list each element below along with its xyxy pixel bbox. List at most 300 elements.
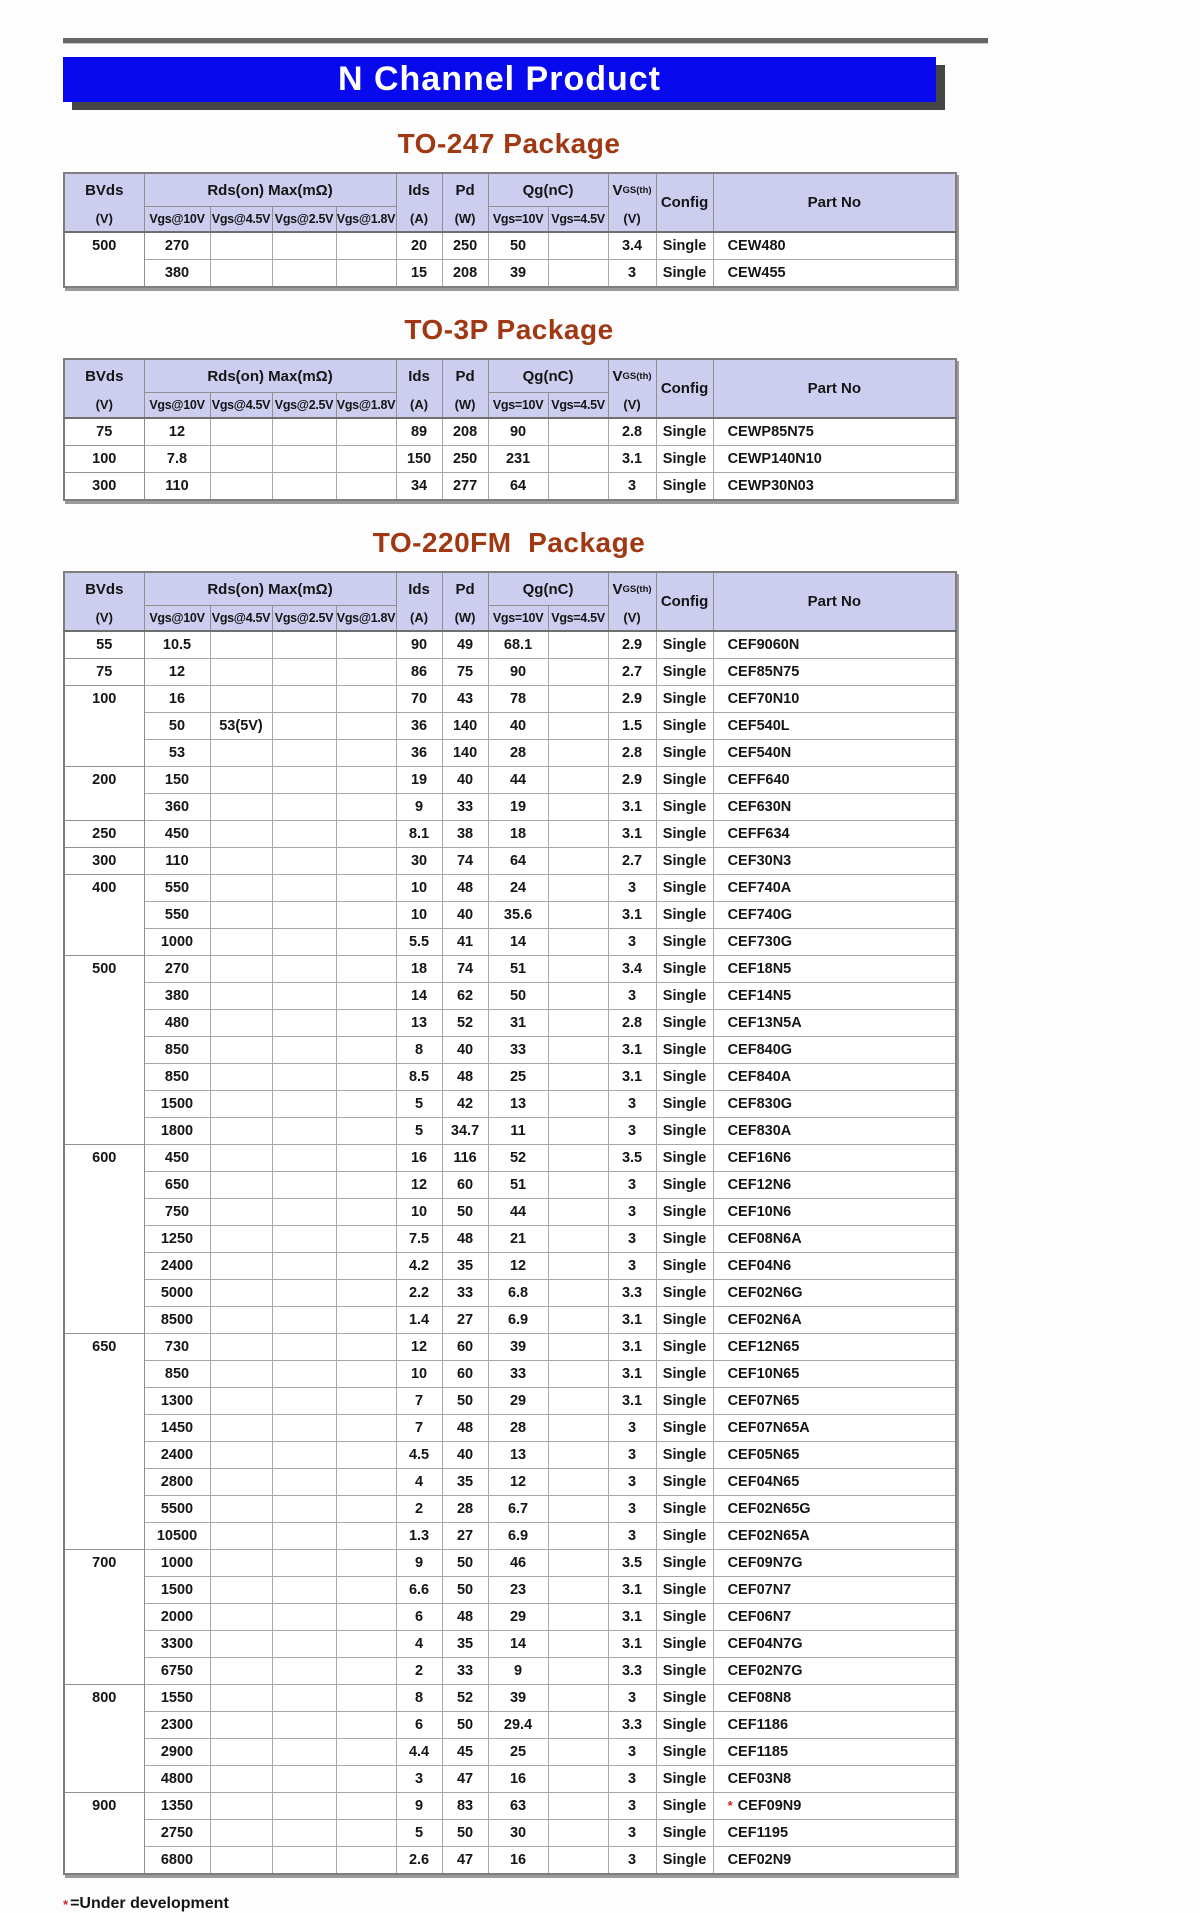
cell-qg-vgs10: 25 bbox=[488, 1064, 548, 1091]
cell-ids: 90 bbox=[396, 631, 442, 659]
cell-rds-vgs18 bbox=[336, 1523, 396, 1550]
part-number-text: CEF05N65 bbox=[727, 1447, 800, 1463]
cell-qg-vgs45 bbox=[548, 1847, 608, 1875]
cell-qg-vgs10: 29 bbox=[488, 1604, 548, 1631]
cell-rds-vgs25 bbox=[272, 1280, 336, 1307]
cell-config: Single bbox=[656, 1091, 713, 1118]
cell-ids: 2.2 bbox=[396, 1280, 442, 1307]
col-subheader-rds-1: Vgs@4.5V bbox=[210, 207, 272, 233]
cell-rds-vgs10: 1000 bbox=[144, 929, 210, 956]
cell-ids: 4.4 bbox=[396, 1739, 442, 1766]
table-container-to247 bbox=[63, 172, 1200, 288]
cell-rds-vgs25 bbox=[272, 1658, 336, 1685]
col-header-config: Config bbox=[656, 572, 713, 631]
cell-bvds: 300 bbox=[64, 473, 144, 501]
cell-qg-vgs10: 21 bbox=[488, 1226, 548, 1253]
cell-qg-vgs10: 30 bbox=[488, 1820, 548, 1847]
cell-rds-vgs10: 2300 bbox=[144, 1712, 210, 1739]
cell-part-no bbox=[713, 631, 956, 659]
cell-qg-vgs10: 40 bbox=[488, 713, 548, 740]
header-line-2: (V) bbox=[623, 211, 641, 226]
table-body bbox=[64, 631, 956, 1874]
cell-bvds: 400 bbox=[64, 875, 144, 956]
table-row bbox=[64, 473, 956, 501]
cell-rds-vgs10: 850 bbox=[144, 1361, 210, 1388]
section-to247 bbox=[63, 128, 1200, 288]
cell-part-no bbox=[713, 686, 956, 713]
cell-qg-vgs10: 11 bbox=[488, 1118, 548, 1145]
asterisk-symbol: * bbox=[63, 1896, 69, 1912]
cell-qg-vgs45 bbox=[548, 902, 608, 929]
table-row bbox=[64, 767, 956, 794]
table-row bbox=[64, 232, 956, 260]
cell-vgsth: 3 bbox=[608, 1766, 656, 1793]
section-to220fm bbox=[63, 527, 1200, 1875]
cell-qg-vgs45 bbox=[548, 1415, 608, 1442]
cell-bvds: 300 bbox=[64, 848, 144, 875]
col-subheader-rds-0: Vgs@10V bbox=[144, 207, 210, 233]
cell-qg-vgs45 bbox=[548, 232, 608, 260]
part-number-text: CEF840A bbox=[727, 1069, 792, 1085]
cell-vgsth: 2.8 bbox=[608, 418, 656, 446]
cell-rds-vgs45 bbox=[210, 956, 272, 983]
cell-qg-vgs10: 28 bbox=[488, 1415, 548, 1442]
cell-config: Single bbox=[656, 1172, 713, 1199]
cell-ids: 19 bbox=[396, 767, 442, 794]
header-line-1: BVds bbox=[85, 581, 124, 598]
part-number-text: CEF07N7 bbox=[727, 1582, 792, 1598]
cell-rds-vgs45 bbox=[210, 1469, 272, 1496]
cell-rds-vgs45 bbox=[210, 794, 272, 821]
part-number-text: CEF02N65A bbox=[727, 1528, 810, 1544]
cell-rds-vgs18 bbox=[336, 1820, 396, 1847]
cell-qg-vgs45 bbox=[548, 418, 608, 446]
part-number-text: CEF740G bbox=[727, 907, 793, 923]
cell-rds-vgs18 bbox=[336, 1766, 396, 1793]
cell-qg-vgs45 bbox=[548, 631, 608, 659]
cell-config: Single bbox=[656, 848, 713, 875]
cell-qg-vgs45 bbox=[548, 848, 608, 875]
cell-ids: 9 bbox=[396, 1793, 442, 1820]
cell-rds-vgs45 bbox=[210, 1118, 272, 1145]
part-number-text: CEF04N7G bbox=[727, 1636, 803, 1652]
cell-vgsth: 3.1 bbox=[608, 1334, 656, 1361]
cell-rds-vgs25 bbox=[272, 1469, 336, 1496]
cell-config: Single bbox=[656, 1226, 713, 1253]
cell-qg-vgs45 bbox=[548, 1820, 608, 1847]
table-header bbox=[64, 572, 956, 631]
cell-rds-vgs18 bbox=[336, 1199, 396, 1226]
header-line-2: (W) bbox=[454, 211, 476, 226]
part-number-text: CEFF634 bbox=[727, 826, 790, 842]
cell-config: Single bbox=[656, 740, 713, 767]
table-row bbox=[64, 902, 956, 929]
part-number-text: CEF10N65 bbox=[727, 1366, 800, 1382]
cell-qg-vgs10: 44 bbox=[488, 1199, 548, 1226]
cell-bvds: 900 bbox=[64, 1793, 144, 1875]
cell-vgsth: 2.9 bbox=[608, 686, 656, 713]
part-number-text: CEF730G bbox=[727, 934, 793, 950]
table-container-to3p bbox=[63, 358, 1200, 501]
cell-ids: 6 bbox=[396, 1604, 442, 1631]
cell-qg-vgs10: 14 bbox=[488, 1631, 548, 1658]
header-subscript: GS(th) bbox=[622, 371, 652, 382]
cell-qg-vgs10: 231 bbox=[488, 446, 548, 473]
cell-part-no bbox=[713, 1604, 956, 1631]
cell-rds-vgs45 bbox=[210, 1496, 272, 1523]
col-subheader-rds-1: Vgs@4.5V bbox=[210, 393, 272, 419]
cell-qg-vgs10: 33 bbox=[488, 1361, 548, 1388]
cell-qg-vgs10: 52 bbox=[488, 1145, 548, 1172]
cell-qg-vgs45 bbox=[548, 1037, 608, 1064]
header-line-2: (A) bbox=[410, 397, 429, 412]
cell-qg-vgs45 bbox=[548, 821, 608, 848]
cell-qg-vgs10: 19 bbox=[488, 794, 548, 821]
cell-qg-vgs45 bbox=[548, 767, 608, 794]
cell-config: Single bbox=[656, 767, 713, 794]
cell-bvds: 500 bbox=[64, 956, 144, 1145]
cell-rds-vgs45 bbox=[210, 1847, 272, 1875]
cell-rds-vgs10: 12 bbox=[144, 418, 210, 446]
cell-qg-vgs45 bbox=[548, 1199, 608, 1226]
col-header-ids bbox=[396, 572, 442, 631]
col-header-ids bbox=[396, 173, 442, 232]
table-row bbox=[64, 1226, 956, 1253]
cell-ids: 4 bbox=[396, 1631, 442, 1658]
cell-rds-vgs45 bbox=[210, 1793, 272, 1820]
cell-rds-vgs10: 450 bbox=[144, 1145, 210, 1172]
cell-rds-vgs10: 150 bbox=[144, 767, 210, 794]
part-number-text: CEF85N75 bbox=[727, 664, 800, 680]
cell-vgsth: 3 bbox=[608, 1496, 656, 1523]
cell-rds-vgs18 bbox=[336, 1685, 396, 1712]
table-row bbox=[64, 1847, 956, 1875]
cell-vgsth: 3 bbox=[608, 875, 656, 902]
cell-pd: 49 bbox=[442, 631, 488, 659]
table-row bbox=[64, 875, 956, 902]
cell-config: Single bbox=[656, 956, 713, 983]
cell-config: Single bbox=[656, 631, 713, 659]
cell-config: Single bbox=[656, 232, 713, 260]
cell-rds-vgs10: 480 bbox=[144, 1010, 210, 1037]
cell-part-no bbox=[713, 1145, 956, 1172]
cell-rds-vgs25 bbox=[272, 1253, 336, 1280]
cell-rds-vgs18 bbox=[336, 232, 396, 260]
cell-rds-vgs25 bbox=[272, 446, 336, 473]
cell-part-no bbox=[713, 983, 956, 1010]
cell-pd: 42 bbox=[442, 1091, 488, 1118]
cell-pd: 33 bbox=[442, 1658, 488, 1685]
part-number-text: CEWP140N10 bbox=[727, 451, 822, 467]
cell-rds-vgs45 bbox=[210, 902, 272, 929]
cell-pd: 40 bbox=[442, 1442, 488, 1469]
part-number-text: CEF09N9 bbox=[737, 1798, 802, 1814]
cell-pd: 277 bbox=[442, 473, 488, 501]
part-number-text: CEF540N bbox=[727, 745, 792, 761]
cell-rds-vgs25 bbox=[272, 1037, 336, 1064]
cell-vgsth: 3 bbox=[608, 260, 656, 288]
cell-part-no bbox=[713, 902, 956, 929]
cell-config: Single bbox=[656, 1820, 713, 1847]
cell-part-no bbox=[713, 1064, 956, 1091]
cell-bvds: 75 bbox=[64, 659, 144, 686]
cell-pd: 34.7 bbox=[442, 1118, 488, 1145]
cell-rds-vgs45 bbox=[210, 1415, 272, 1442]
header-row-1 bbox=[64, 572, 956, 606]
cell-config: Single bbox=[656, 1550, 713, 1577]
part-number-text: CEF12N65 bbox=[727, 1339, 800, 1355]
cell-rds-vgs25 bbox=[272, 631, 336, 659]
cell-rds-vgs45: 53(5V) bbox=[210, 713, 272, 740]
cell-rds-vgs25 bbox=[272, 1064, 336, 1091]
col-header-rds-group: Rds(on) Max(mΩ) bbox=[144, 173, 396, 207]
cell-qg-vgs10: 33 bbox=[488, 1037, 548, 1064]
cell-pd: 250 bbox=[442, 232, 488, 260]
cell-rds-vgs18 bbox=[336, 1415, 396, 1442]
cell-pd: 52 bbox=[442, 1685, 488, 1712]
cell-config: Single bbox=[656, 1604, 713, 1631]
footnote bbox=[63, 1895, 1200, 1913]
cell-rds-vgs45 bbox=[210, 740, 272, 767]
table-row bbox=[64, 1172, 956, 1199]
table-row bbox=[64, 1550, 956, 1577]
cell-pd: 48 bbox=[442, 875, 488, 902]
cell-ids: 1.4 bbox=[396, 1307, 442, 1334]
cell-rds-vgs10: 1350 bbox=[144, 1793, 210, 1820]
cell-rds-vgs25 bbox=[272, 1685, 336, 1712]
cell-ids: 15 bbox=[396, 260, 442, 288]
cell-pd: 48 bbox=[442, 1226, 488, 1253]
cell-part-no bbox=[713, 232, 956, 260]
cell-config: Single bbox=[656, 260, 713, 288]
cell-rds-vgs25 bbox=[272, 1361, 336, 1388]
cell-config: Single bbox=[656, 1442, 713, 1469]
cell-pd: 33 bbox=[442, 1280, 488, 1307]
cell-rds-vgs45 bbox=[210, 848, 272, 875]
cell-qg-vgs45 bbox=[548, 446, 608, 473]
cell-rds-vgs25 bbox=[272, 1118, 336, 1145]
cell-pd: 38 bbox=[442, 821, 488, 848]
cell-rds-vgs10: 8500 bbox=[144, 1307, 210, 1334]
cell-part-no bbox=[713, 1037, 956, 1064]
header-line-1: Ids bbox=[408, 368, 430, 385]
cell-pd: 33 bbox=[442, 794, 488, 821]
cell-rds-vgs25 bbox=[272, 260, 336, 288]
package-table bbox=[63, 571, 957, 1875]
cell-ids: 9 bbox=[396, 1550, 442, 1577]
cell-ids: 6 bbox=[396, 1712, 442, 1739]
cell-pd: 60 bbox=[442, 1172, 488, 1199]
section-title-to3p: TO-3P Package bbox=[404, 314, 614, 345]
cell-config: Single bbox=[656, 1523, 713, 1550]
cell-rds-vgs25 bbox=[272, 1766, 336, 1793]
cell-qg-vgs45 bbox=[548, 956, 608, 983]
part-number-text: CEF740A bbox=[727, 880, 792, 896]
table-row bbox=[64, 1712, 956, 1739]
cell-config: Single bbox=[656, 1739, 713, 1766]
part-number-text: CEF03N8 bbox=[727, 1771, 792, 1787]
cell-vgsth: 3 bbox=[608, 1199, 656, 1226]
cell-pd: 83 bbox=[442, 1793, 488, 1820]
cell-rds-vgs45 bbox=[210, 1550, 272, 1577]
col-subheader-qg-0: Vgs=10V bbox=[488, 393, 548, 419]
header-line-2: (V) bbox=[623, 397, 641, 412]
page-title-banner bbox=[63, 57, 936, 102]
cell-qg-vgs10: 46 bbox=[488, 1550, 548, 1577]
cell-part-no bbox=[713, 1496, 956, 1523]
cell-qg-vgs10: 16 bbox=[488, 1766, 548, 1793]
cell-vgsth: 3.1 bbox=[608, 1064, 656, 1091]
cell-rds-vgs45 bbox=[210, 1199, 272, 1226]
cell-ids: 5 bbox=[396, 1091, 442, 1118]
cell-rds-vgs25 bbox=[272, 473, 336, 501]
cell-rds-vgs45 bbox=[210, 821, 272, 848]
cell-ids: 10 bbox=[396, 1199, 442, 1226]
cell-ids: 4.5 bbox=[396, 1442, 442, 1469]
cell-qg-vgs10: 31 bbox=[488, 1010, 548, 1037]
col-subheader-rds-3: Vgs@1.8V bbox=[336, 393, 396, 419]
cell-rds-vgs45 bbox=[210, 1307, 272, 1334]
cell-rds-vgs10: 1450 bbox=[144, 1415, 210, 1442]
top-divider bbox=[63, 38, 988, 44]
cell-rds-vgs25 bbox=[272, 794, 336, 821]
cell-rds-vgs25 bbox=[272, 875, 336, 902]
cell-rds-vgs18 bbox=[336, 1631, 396, 1658]
col-subheader-rds-3: Vgs@1.8V bbox=[336, 606, 396, 632]
cell-vgsth: 3.5 bbox=[608, 1550, 656, 1577]
cell-part-no bbox=[713, 1793, 956, 1820]
table-row bbox=[64, 929, 956, 956]
part-number-text: CEF08N8 bbox=[727, 1690, 792, 1706]
cell-vgsth: 3 bbox=[608, 1172, 656, 1199]
cell-part-no bbox=[713, 821, 956, 848]
cell-ids: 10 bbox=[396, 875, 442, 902]
cell-rds-vgs25 bbox=[272, 1226, 336, 1253]
cell-rds-vgs10: 2900 bbox=[144, 1739, 210, 1766]
cell-ids: 5 bbox=[396, 1118, 442, 1145]
header-line-1: BVds bbox=[85, 368, 124, 385]
cell-qg-vgs10: 16 bbox=[488, 1847, 548, 1875]
table-row bbox=[64, 713, 956, 740]
header-line-2: (V) bbox=[623, 610, 641, 625]
cell-rds-vgs10: 380 bbox=[144, 260, 210, 288]
page-title: N Channel Product bbox=[337, 60, 662, 98]
cell-rds-vgs18 bbox=[336, 1253, 396, 1280]
cell-vgsth: 3 bbox=[608, 1118, 656, 1145]
cell-part-no bbox=[713, 875, 956, 902]
cell-rds-vgs45 bbox=[210, 1091, 272, 1118]
cell-rds-vgs18 bbox=[336, 1469, 396, 1496]
col-subheader-rds-2: Vgs@2.5V bbox=[272, 606, 336, 632]
cell-pd: 50 bbox=[442, 1388, 488, 1415]
cell-qg-vgs45 bbox=[548, 1010, 608, 1037]
col-subheader-rds-3: Vgs@1.8V bbox=[336, 207, 396, 233]
part-number-text: CEW455 bbox=[727, 265, 786, 281]
col-header-qg-group: Qg(nC) bbox=[488, 572, 608, 606]
header-line-1: Ids bbox=[408, 581, 430, 598]
cell-vgsth: 3.1 bbox=[608, 1361, 656, 1388]
part-number-text: CEF02N6A bbox=[727, 1312, 802, 1328]
cell-rds-vgs18 bbox=[336, 713, 396, 740]
table-container-to220fm bbox=[63, 571, 1200, 1875]
section-title-to220fm: TO-220FM Package bbox=[372, 527, 646, 558]
cell-rds-vgs25 bbox=[272, 1604, 336, 1631]
cell-rds-vgs25 bbox=[272, 1442, 336, 1469]
col-header-vgsth bbox=[608, 572, 656, 631]
cell-qg-vgs45 bbox=[548, 875, 608, 902]
cell-qg-vgs10: 39 bbox=[488, 260, 548, 288]
under-development-asterisk: * bbox=[727, 1798, 733, 1813]
cell-rds-vgs25 bbox=[272, 418, 336, 446]
cell-rds-vgs25 bbox=[272, 713, 336, 740]
cell-rds-vgs10: 550 bbox=[144, 902, 210, 929]
cell-config: Single bbox=[656, 686, 713, 713]
cell-rds-vgs10: 10.5 bbox=[144, 631, 210, 659]
cell-part-no bbox=[713, 1685, 956, 1712]
cell-rds-vgs10: 270 bbox=[144, 956, 210, 983]
cell-qg-vgs45 bbox=[548, 713, 608, 740]
cell-vgsth: 3.1 bbox=[608, 1037, 656, 1064]
cell-rds-vgs45 bbox=[210, 1253, 272, 1280]
cell-qg-vgs10: 29.4 bbox=[488, 1712, 548, 1739]
cell-qg-vgs45 bbox=[548, 1658, 608, 1685]
cell-rds-vgs25 bbox=[272, 902, 336, 929]
cell-qg-vgs45 bbox=[548, 1226, 608, 1253]
cell-config: Single bbox=[656, 1469, 713, 1496]
part-number-text: CEF07N65A bbox=[727, 1420, 810, 1436]
cell-qg-vgs45 bbox=[548, 1442, 608, 1469]
cell-bvds: 250 bbox=[64, 821, 144, 848]
cell-rds-vgs10: 110 bbox=[144, 473, 210, 501]
cell-part-no bbox=[713, 1577, 956, 1604]
cell-rds-vgs18 bbox=[336, 1712, 396, 1739]
cell-rds-vgs10: 2400 bbox=[144, 1253, 210, 1280]
table-body bbox=[64, 232, 956, 287]
col-header-config: Config bbox=[656, 173, 713, 232]
cell-pd: 50 bbox=[442, 1199, 488, 1226]
cell-rds-vgs25 bbox=[272, 1739, 336, 1766]
col-header-pd bbox=[442, 572, 488, 631]
table-row bbox=[64, 1280, 956, 1307]
cell-rds-vgs10: 650 bbox=[144, 1172, 210, 1199]
cell-part-no bbox=[713, 1253, 956, 1280]
cell-pd: 35 bbox=[442, 1469, 488, 1496]
cell-vgsth: 3 bbox=[608, 1847, 656, 1875]
cell-rds-vgs45 bbox=[210, 1334, 272, 1361]
cell-config: Single bbox=[656, 1766, 713, 1793]
cell-rds-vgs10: 6750 bbox=[144, 1658, 210, 1685]
cell-pd: 48 bbox=[442, 1064, 488, 1091]
cell-pd: 35 bbox=[442, 1631, 488, 1658]
table-row bbox=[64, 1577, 956, 1604]
cell-vgsth: 3 bbox=[608, 1685, 656, 1712]
cell-rds-vgs45 bbox=[210, 260, 272, 288]
table-row bbox=[64, 1361, 956, 1388]
cell-rds-vgs18 bbox=[336, 1334, 396, 1361]
cell-part-no bbox=[713, 1280, 956, 1307]
cell-rds-vgs45 bbox=[210, 1226, 272, 1253]
cell-vgsth: 3.1 bbox=[608, 1604, 656, 1631]
cell-rds-vgs45 bbox=[210, 1280, 272, 1307]
header-line-1: Pd bbox=[455, 182, 475, 199]
cell-vgsth: 3.4 bbox=[608, 232, 656, 260]
col-header-ids bbox=[396, 359, 442, 418]
table-row bbox=[64, 686, 956, 713]
cell-config: Single bbox=[656, 1253, 713, 1280]
cell-ids: 6.6 bbox=[396, 1577, 442, 1604]
part-number-text: CEF540L bbox=[727, 718, 790, 734]
cell-qg-vgs10: 13 bbox=[488, 1442, 548, 1469]
